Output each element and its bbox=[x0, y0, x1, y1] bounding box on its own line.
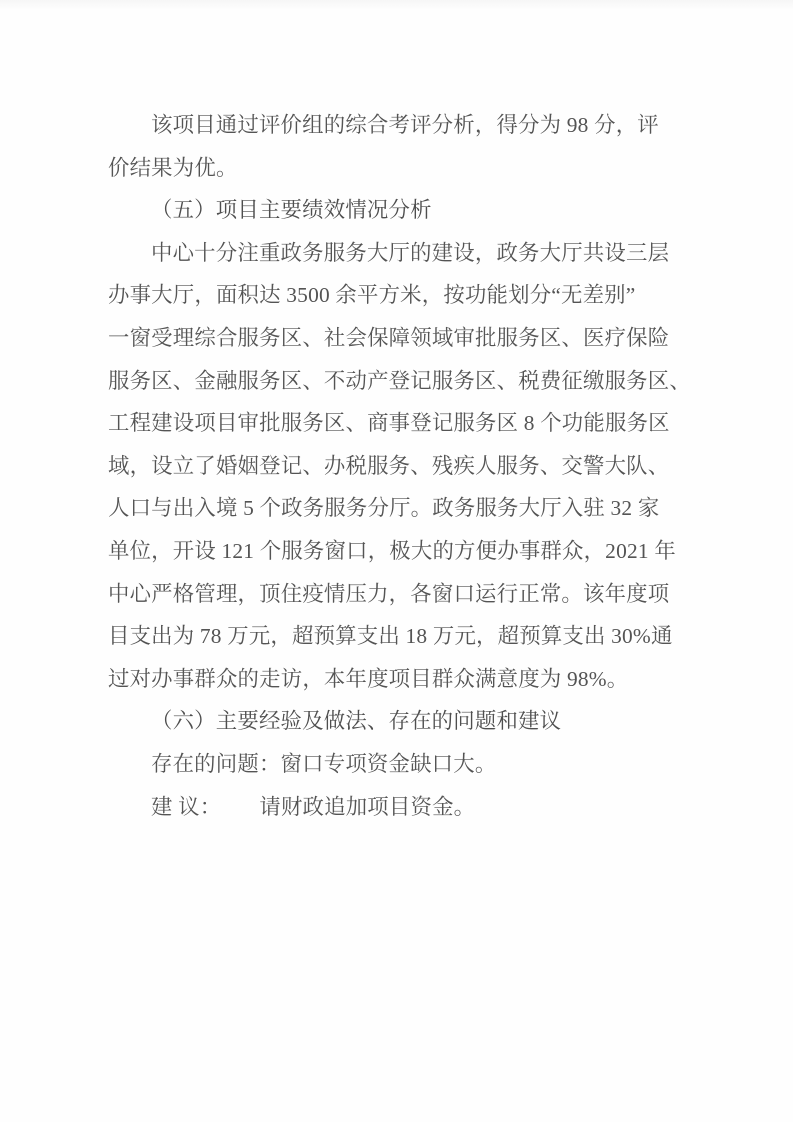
text-line: 目支出为 78 万元，超预算支出 18 万元，超预算支出 30%通 bbox=[108, 624, 673, 649]
text-line: 一窗受理综合服务区、社会保障领域审批服务区、医疗保险 bbox=[108, 325, 670, 350]
text-line: 过对办事群众的走访，本年度项目群众满意度为 98%。 bbox=[108, 666, 629, 691]
text-line: 该项目通过评价组的综合考评分析，得分为 98 分，评 bbox=[151, 113, 659, 137]
text-line: 单位，开设 121 个服务窗口，极大的方便办事群众，2021 年 bbox=[108, 538, 676, 563]
section-heading: （五）项目主要绩效情况分析 bbox=[151, 198, 432, 223]
text-line: 办事大厅，面积达 3500 余平方米，按功能划分“无差别” bbox=[108, 283, 636, 308]
text-line: 服务区、金融服务区、不动产登记服务区、税费征缴服务区、 bbox=[108, 368, 691, 393]
text-line: 工程建设项目审批服务区、商事登记服务区 8 个功能服务区 bbox=[108, 411, 670, 436]
text-line: 中心严格管理，顶住疫情压力，各窗口运行正常。该年度项 bbox=[108, 581, 670, 606]
text-line: 价结果为优。 bbox=[108, 155, 238, 180]
section-heading: （六）主要经验及做法、存在的问题和建议 bbox=[151, 709, 562, 734]
text-line: 人口与出入境 5 个政务服务分厅。政务服务大厅入驻 32 家 bbox=[108, 496, 660, 521]
text-line: 存在的问题：窗口专项资金缺口大。 bbox=[151, 751, 497, 776]
text-line: 中心十分注重政务服务大厅的建设，政务大厅共设三层 bbox=[151, 240, 670, 265]
document-text-block bbox=[108, 104, 691, 828]
text-line: 建 议： 请财政追加项目资金。 bbox=[151, 794, 476, 819]
text-line: 域，设立了婚姻登记、办税服务、残疾人服务、交警大队、 bbox=[108, 453, 670, 478]
